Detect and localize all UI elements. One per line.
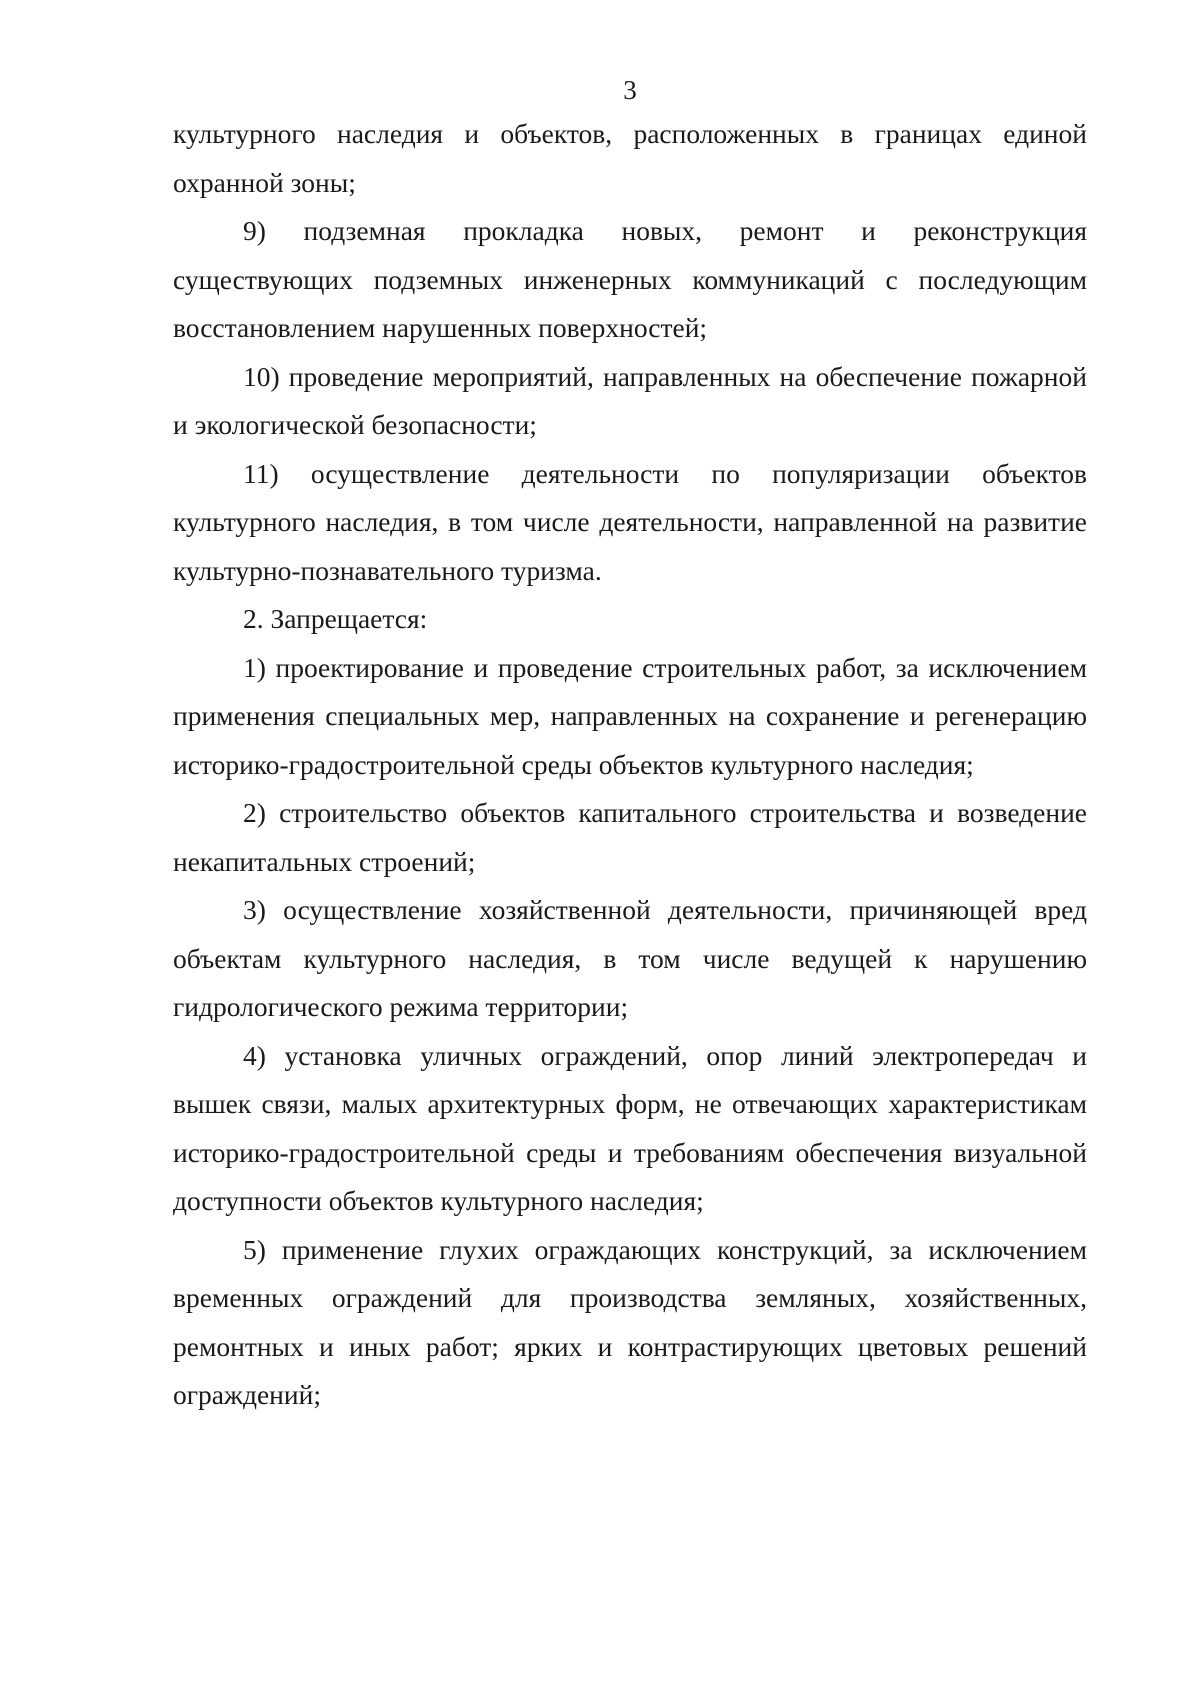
paragraph-continuation: культурного наследия и объектов, расположенных в границах единой охранной зоны;	[173, 118, 1087, 198]
paragraph-item-11: 11) осуществление деятельности по популяризации объектов культурного наследия, в том числе деятельности, направленной на развитие культурно-познавательного туризма.	[173, 457, 1087, 586]
paragraph-item-10: 10) проведение мероприятий, направленных на обеспечение пожарной и экологической безопасности;	[173, 360, 1087, 440]
paragraph-prohibited-3: 3) осуществление хозяйственной деятельности, причиняющей вред объектам культурного наследия, в том числе ведущей к нарушению гидрологического режима территории;	[173, 894, 1087, 1022]
paragraph-prohibited-4: 4) установка уличных ограждений, опор линий электропередач и вышек связи, малых архитектурных форм, не отвечающих характеристикам историко-градостроительной среды и требованиям обеспечения визуальной доступности объектов культурного наследия;	[173, 1039, 1087, 1216]
document-body	[173, 110, 1087, 1420]
page-number: 3	[623, 75, 637, 105]
paragraph-prohibited-5: 5) применение глухих ограждающих конструкций, за исключением временных ограждений для производства земляных, хозяйственных, ремонтных и иных работ; ярких и контрастирующих цветовых решений ограждений;	[173, 1233, 1087, 1410]
section-heading-prohibited: 2. Запрещается:	[243, 603, 428, 634]
paragraph-item-9: 9) подземная прокладка новых, ремонт и реконструкция существующих подземных инженерных коммуникаций с последующим восстановлением нарушенных поверхностей;	[173, 215, 1087, 343]
paragraph-prohibited-1: 1) проектирование и проведение строительных работ, за исключением применения специальных мер, направленных на сохранение и регенерацию историко-градостроительной среды объектов культурного наследия;	[173, 651, 1087, 780]
paragraph-prohibited-2: 2) строительство объектов капитального строительства и возведение некапитальных строений;	[173, 797, 1087, 877]
